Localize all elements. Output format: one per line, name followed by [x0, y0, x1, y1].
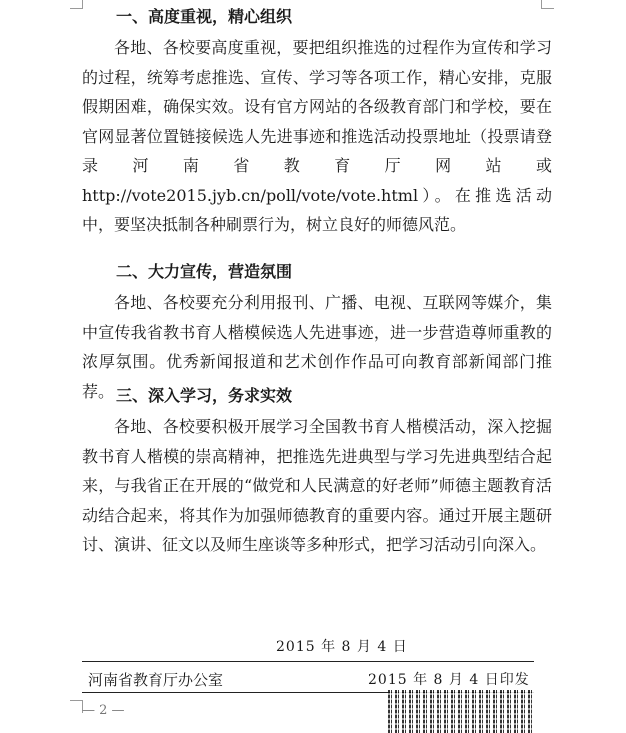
footer-issue-date: 2015 年 8 月 4 日印发 — [368, 672, 530, 688]
paragraph-text: 各地、各校要积极开展学习全国教书育人楷模活动，深入挖掘教书育人楷模的崇高精神，把推选先进典型与学习先进典型结合起来，与我省正在开展的“做党和人民满意的好老师”师德主题教育活动结合起来，将其作为加强师德教育的重要内容。通过开展主题研讨、演讲、征文以及师生座谈等多种形式，把学习活动引向深入。 — [82, 417, 552, 554]
section-heading-3: 三、深入学习，务求实效 — [116, 386, 293, 405]
section-heading-2: 二、大力宣传，营造氛围 — [116, 262, 293, 281]
crop-mark-top-left — [70, 0, 83, 9]
crop-mark-top-right — [541, 0, 554, 9]
section-paragraph-1 — [82, 33, 552, 240]
paragraph-text: 各地、各校要高度重视，要把组织推选的过程作为宣传和学习的过程，统筹考虑推选、宣传、学习等各项工作，精心安排，克服假期困难，确保实效。设有官方网站的各级教育部门和学校，要在官网显著位置链接候选人先进事迹和推选活动投票地址（投票请登录河南省教育厅网站或http://vote2015.jyb.cn/poll/vote/vote.html）。在推选活动中，要坚决抵制各种刷票行为，树立良好的师德风范。 — [82, 38, 552, 234]
sign-date: 2015 年 8 月 4 日 — [276, 639, 408, 655]
section-paragraph-3 — [82, 412, 552, 560]
paragraph-text: 各地、各校要充分利用报刊、广播、电视、互联网等媒介，集中宣传我省教书育人楷模候选人先进事迹，进一步营造尊师重教的浓厚氛围。优秀新闻报道和艺术创作作品可向教育部新闻部门推荐。 — [82, 293, 552, 401]
footer-top-rule — [82, 661, 534, 662]
footer-issuer: 河南省教育厅办公室 — [88, 671, 224, 689]
page-number: — 2 — — [82, 703, 125, 718]
section-heading-1: 一、高度重视，精心组织 — [116, 7, 293, 26]
barcode-watermark-image — [388, 690, 534, 733]
